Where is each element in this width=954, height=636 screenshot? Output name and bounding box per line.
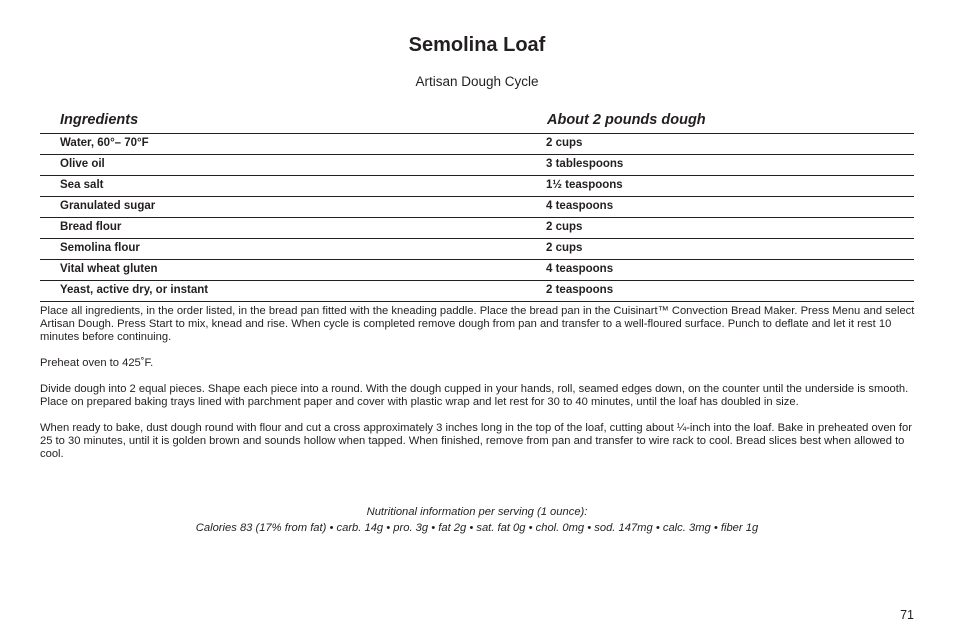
instruction-paragraph: Divide dough into 2 equal pieces. Shape each piece into a round. With the dough cupped in your hands, roll, seamed edges down, on the counter until the underside is smooth. Place on prepared baking trays lined with parchment paper and cover with plastic wrap and let rest for 30 to 40 minutes, until the loaf has doubled in size. — [40, 383, 909, 408]
ingredients-table — [40, 110, 914, 302]
table-row — [40, 176, 914, 197]
table-row — [40, 260, 914, 281]
amount-cell: 4 teaspoons — [546, 200, 614, 212]
page-title: Semolina Loaf — [408, 34, 546, 56]
nutrition-details: Calories 83 (17% from fat) • carb. 14g • pro. 3g • fat 2g • sat. fat 0g • chol. 0mg • sod. 147mg • calc. 3mg • fiber 1g — [195, 522, 759, 534]
table-header — [40, 110, 914, 134]
header-amount: About 2 pounds dough — [547, 112, 706, 128]
instruction-paragraph: Place all ingredients, in the order listed, in the bread pan fitted with the kneading paddle. Place the bread pan in the Cuisinart™ Convection Bread Maker. Press Menu and select Artisan Dough. Press Start to mix, knead and rise. When cycle is completed remove dough from pan and transfer to a well-floured surface. Punch to deflate and let it rest 10 minutes before continuing. — [40, 305, 915, 343]
amount-cell: 3 tablespoons — [546, 158, 624, 170]
amount-cell: 4 teaspoons — [546, 263, 614, 275]
table-row — [40, 197, 914, 218]
ingredient-cell: Bread flour — [60, 221, 122, 233]
table-row — [40, 218, 914, 239]
ingredient-cell: Semolina flour — [60, 242, 140, 254]
ingredient-cell: Sea salt — [60, 179, 104, 191]
page-number: 71 — [900, 608, 914, 622]
table-row — [40, 281, 914, 302]
table-row — [40, 239, 914, 260]
table-row — [40, 155, 914, 176]
instructions — [40, 305, 920, 474]
table-row — [40, 134, 914, 155]
ingredient-cell: Yeast, active dry, or instant — [60, 284, 209, 296]
page-subtitle: Artisan Dough Cycle — [415, 74, 539, 89]
header-ingredients: Ingredients — [60, 112, 139, 128]
nutrition-heading: Nutritional information per serving (1 ounce): — [366, 506, 588, 518]
nutrition-info — [0, 504, 954, 536]
amount-cell: 1½ teaspoons — [546, 179, 623, 191]
ingredient-cell: Vital wheat gluten — [60, 263, 158, 275]
amount-cell: 2 cups — [546, 221, 583, 233]
amount-cell: 2 cups — [546, 242, 583, 254]
instruction-paragraph: Preheat oven to 425˚F. — [40, 357, 154, 369]
amount-cell: 2 teaspoons — [546, 284, 614, 296]
ingredient-cell: Granulated sugar — [60, 200, 156, 212]
instruction-paragraph: When ready to bake, dust dough round with flour and cut a cross approximately 3 inches long in the top of the loaf, cutting about ¼-inch into the loaf. Bake in preheated oven for 25 to 30 minutes, until it is golden brown and sounds hollow when tapped. When finished, remove from pan and transfer to wire rack to cool. Bread slices best when allowed to cool. — [40, 422, 912, 460]
ingredient-cell: Water, 60°– 70°F — [60, 137, 149, 149]
ingredient-cell: Olive oil — [60, 158, 105, 170]
amount-cell: 2 cups — [546, 137, 583, 149]
